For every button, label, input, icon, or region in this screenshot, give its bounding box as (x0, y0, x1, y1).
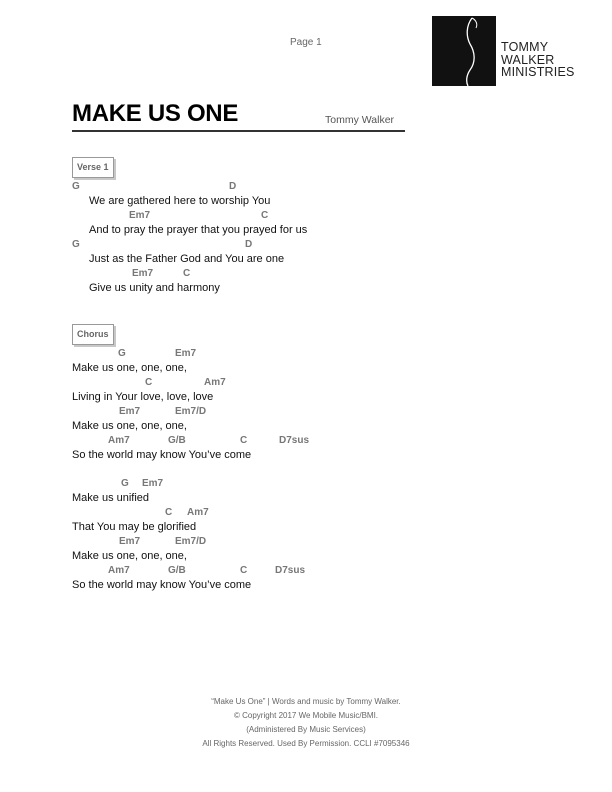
chord: Em7/D (175, 406, 207, 417)
section-label-verse-1: Verse 1 (72, 157, 114, 178)
logo-line: MINISTRIES (501, 65, 575, 79)
chord: Am7 (187, 507, 209, 518)
chord: D7sus (279, 435, 310, 446)
lyric-line: Make us one, one, one, (72, 362, 187, 374)
chord: G (72, 181, 80, 192)
chord: D7sus (275, 565, 306, 576)
footer-copyright: © Copyright 2017 We Mobile Music/BMI. (233, 711, 379, 720)
section-label-chorus: Chorus (72, 324, 114, 345)
lyric-line: We are gathered here to worship You (89, 195, 271, 207)
chord: G/B (168, 435, 186, 446)
chord: Em7 (119, 536, 141, 547)
chord: D (245, 239, 253, 250)
song-title: MAKE US ONE (72, 100, 239, 127)
lyric-line: Make us unified (72, 492, 150, 504)
chord: Em7 (119, 406, 141, 417)
chord: Em7 (142, 478, 164, 489)
logo-line: WALKER (501, 52, 555, 67)
lyric-line: So the world may know You’ve come (72, 579, 252, 591)
lyric-line: Make us one, one, one, (72, 550, 187, 562)
lyric-line: Just as the Father God and You are one (89, 253, 285, 265)
title-divider (72, 130, 405, 132)
chord: Em7/D (175, 536, 207, 547)
chord: D (229, 181, 237, 192)
chord: C (183, 268, 191, 279)
chord: Am7 (108, 565, 130, 576)
chord: Em7 (175, 348, 197, 359)
lyric-line: That You may be glorified (72, 521, 197, 533)
chord: Em7 (132, 268, 154, 279)
logo-wordmark (501, 41, 575, 79)
lyric-line: Make us one, one, one, (72, 420, 187, 432)
lyric-line: Give us unity and harmony (89, 282, 220, 294)
chord: C (165, 507, 173, 518)
ministry-logo (432, 16, 581, 86)
guitar-outline-icon (432, 16, 496, 86)
lyric-line: So the world may know You’ve come (72, 449, 252, 461)
song-author: Tommy Walker (325, 114, 395, 126)
chord: C (145, 377, 153, 388)
chord: G (121, 478, 129, 489)
footer-rights: All Rights Reserved. Used By Permission. CCLI #7095346 (202, 739, 410, 748)
chord: Am7 (108, 435, 130, 446)
chord: C (240, 565, 248, 576)
logo-line: TOMMY (501, 40, 549, 54)
chord: C (240, 435, 248, 446)
chord: G (118, 348, 126, 359)
chord: G (72, 239, 80, 250)
chord: G/B (168, 565, 186, 576)
footer-administered: (Administered By Music Services) (246, 725, 366, 734)
chord: Em7 (129, 210, 151, 221)
footer-credit: “Make Us One” | Words and music by Tommy Walker. (211, 697, 401, 706)
lyric-line: And to pray the prayer that you prayed for us (89, 224, 308, 236)
lyric-line: Living in Your love, love, love (72, 391, 214, 403)
chord: C (261, 210, 269, 221)
chord: Am7 (204, 377, 226, 388)
page-number: Page 1 (290, 37, 322, 48)
guitar-logo-mark (432, 16, 496, 86)
